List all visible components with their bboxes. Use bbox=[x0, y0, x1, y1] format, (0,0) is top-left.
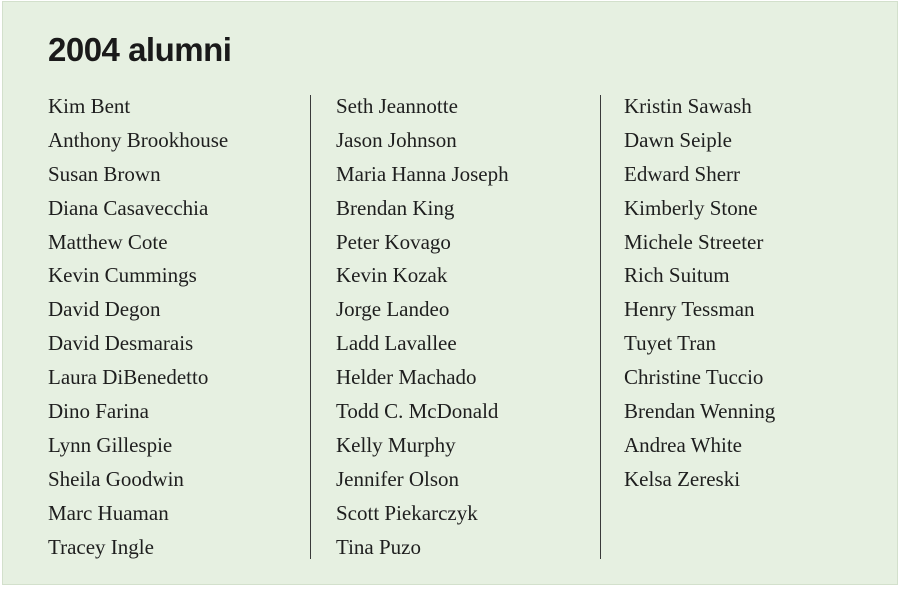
name-column-2 bbox=[336, 90, 509, 564]
alumni-name: Jason Johnson bbox=[336, 127, 457, 152]
alumni-name: Scott Piekarczyk bbox=[336, 500, 478, 525]
alumni-name: Kevin Kozak bbox=[336, 263, 448, 288]
name-column-1 bbox=[48, 90, 228, 564]
alumni-name: David Degon bbox=[48, 297, 161, 322]
alumni-name: Kimberly Stone bbox=[624, 195, 758, 220]
alumni-name: Jennifer Olson bbox=[336, 466, 460, 491]
column-divider bbox=[600, 95, 601, 559]
alumni-name: Dino Farina bbox=[48, 399, 149, 424]
alumni-name: Kevin Cummings bbox=[48, 263, 197, 288]
alumni-name: Edward Sherr bbox=[624, 161, 741, 186]
alumni-name: Brendan King bbox=[336, 195, 455, 220]
alumni-name: Christine Tuccio bbox=[624, 365, 764, 390]
alumni-name: Tuyet Tran bbox=[624, 331, 717, 356]
alumni-name: Susan Brown bbox=[48, 161, 161, 186]
name-column-3 bbox=[624, 90, 775, 497]
alumni-name: Rich Suitum bbox=[624, 263, 730, 288]
alumni-name: Peter Kovago bbox=[336, 229, 451, 254]
alumni-name: Tracey Ingle bbox=[48, 534, 154, 559]
alumni-name: Helder Machado bbox=[336, 365, 477, 390]
alumni-panel bbox=[2, 1, 898, 585]
alumni-name: Brendan Wenning bbox=[624, 399, 776, 424]
alumni-name: Matthew Cote bbox=[48, 229, 168, 254]
alumni-name: Lynn Gillespie bbox=[48, 432, 173, 457]
alumni-name: Kristin Sawash bbox=[624, 94, 752, 118]
alumni-name: Diana Casavecchia bbox=[48, 195, 209, 220]
page-title: 2004 alumni bbox=[48, 31, 232, 68]
alumni-name: Kim Bent bbox=[48, 94, 131, 118]
alumni-name: Kelsa Zereski bbox=[624, 466, 741, 491]
alumni-name: Todd C. McDonald bbox=[336, 399, 499, 424]
column-divider bbox=[310, 95, 311, 559]
alumni-name: Laura DiBenedetto bbox=[48, 365, 209, 390]
alumni-name: Sheila Goodwin bbox=[48, 466, 184, 491]
alumni-name: Maria Hanna Joseph bbox=[336, 161, 509, 186]
alumni-name: Jorge Landeo bbox=[336, 297, 450, 322]
alumni-name: Andrea White bbox=[624, 432, 742, 457]
alumni-name: Marc Huaman bbox=[48, 500, 169, 525]
alumni-name: Dawn Seiple bbox=[624, 127, 732, 152]
alumni-name: Henry Tessman bbox=[624, 297, 755, 322]
alumni-name: Michele Streeter bbox=[624, 229, 764, 254]
alumni-name: David Desmarais bbox=[48, 331, 194, 356]
alumni-name: Anthony Brookhouse bbox=[48, 127, 229, 152]
alumni-name: Seth Jeannotte bbox=[336, 94, 458, 118]
alumni-name: Kelly Murphy bbox=[336, 432, 456, 457]
alumni-name: Tina Puzo bbox=[336, 534, 421, 559]
alumni-name: Ladd Lavallee bbox=[336, 331, 457, 356]
